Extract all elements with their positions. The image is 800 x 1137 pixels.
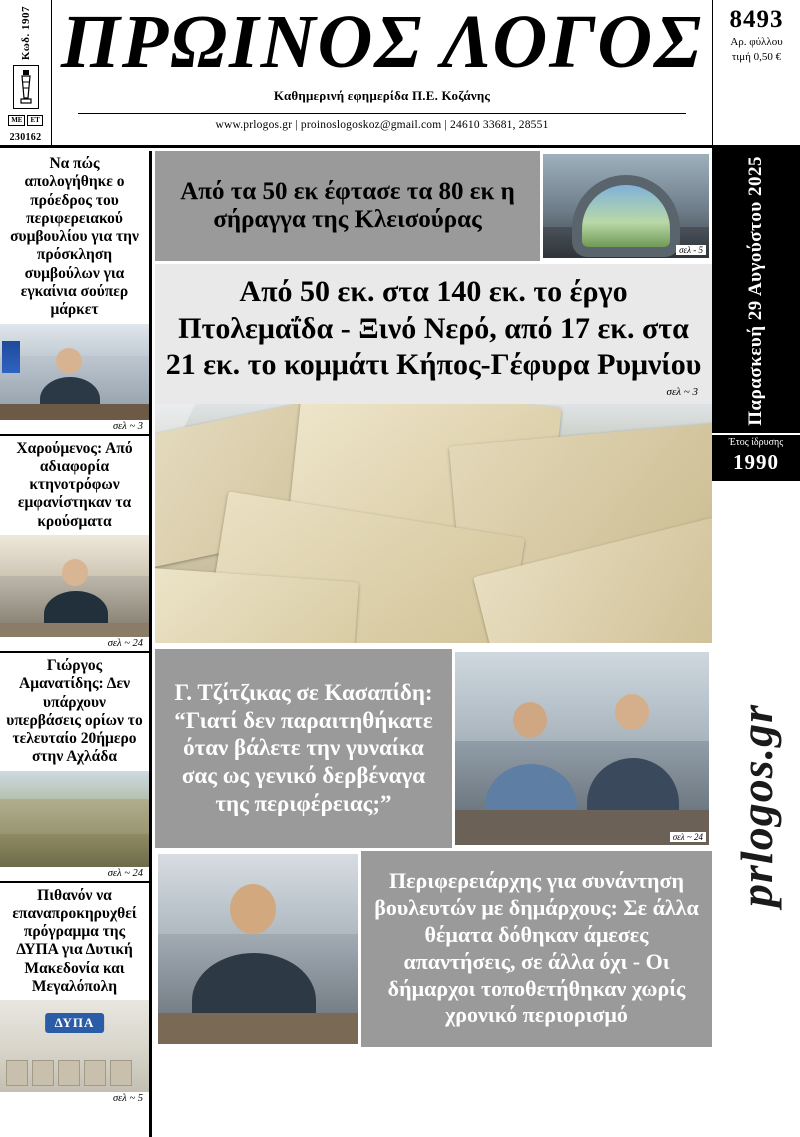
photo-kleisoura-tunnel [540, 151, 712, 261]
left-story-2[interactable] [0, 436, 149, 653]
story-tunnel[interactable] [155, 151, 712, 264]
newspaper-contact-line: www.prlogos.gr | proinoslogoskoz@gmail.com | 24610 33681, 28551 [78, 113, 685, 131]
story-tunnel-headline: Από τα 50 εκ έφτασε τα 80 εκ η σήραγγα της Κλεισούρας [180, 178, 515, 233]
story-governor[interactable] [155, 851, 712, 1047]
story-governor-headline: Περιφερειάρχης για συνάντηση βουλευτών με δημάρχους: Σε άλλα θέματα δόθηκαν άμεσες απαντήσεις, σε άλλα όχι - Οι δήμαρχοι τοποθετήθηκαν χωρίς χρονικό περιορισμό [374, 868, 699, 1028]
me-et-marks [8, 115, 43, 126]
right-rail [712, 148, 800, 1137]
left-story-3-headline: Γιώργος Αμανατίδης: Δεν υπάρχουν υπερβάσεις ορίων το τελευταίο 20ήμερο στην Αχλάδα [6, 656, 143, 766]
masthead [0, 0, 800, 148]
postal-code-label: Κωδ. 1907 [19, 6, 32, 61]
masthead-left-codes [0, 0, 52, 145]
story-main[interactable] [155, 264, 712, 404]
left-story-1-page-ref: σελ ~ 3 [112, 420, 143, 432]
left-story-3-page-ref: σελ ~ 24 [107, 867, 143, 879]
publication-date [712, 148, 800, 433]
story-tunnel-page-ref: σελ - 5 [676, 245, 706, 255]
left-story-4-headline: Πιθανόν να επαναπροκηρυχθεί πρόγραμμα της ΔΥΠΑ για Δυτική Μακεδονία και Μεγαλόπολη [12, 886, 137, 996]
photo-dypa-program [0, 1000, 149, 1092]
photo-council-two-men [452, 649, 712, 848]
story-tzitzikas-page-ref: σελ ~ 24 [670, 832, 706, 842]
issue-number-label: Αρ. φύλλου [730, 36, 783, 48]
me-mark: ΜΕ [8, 115, 25, 126]
website-rail[interactable] [712, 481, 800, 1129]
left-story-2-page-ref: σελ ~ 24 [107, 637, 143, 649]
left-story-4-page-ref: σελ ~ 5 [112, 1093, 143, 1105]
story-tzitzikas-text [155, 649, 452, 848]
masthead-center [52, 0, 712, 145]
newspaper-subtitle: Καθημερινή εφημερίδα Π.Ε. Κοζάνης [273, 88, 491, 103]
masthead-right-issue [712, 0, 800, 145]
photo-regional-council-president [0, 324, 149, 420]
dypa-logo: ΔΥΠΑ [45, 1013, 105, 1033]
lighthouse-icon [13, 65, 39, 109]
left-story-3[interactable] [0, 653, 149, 883]
story-main-headline: Από 50 εκ. στα 140 εκ. το έργο Πτολεμαΐδα - Ξινό Νερό, από 17 εκ. στα 21 εκ. το κομμάτι Κήπος-Γέφυρα Ρυμνίου [165, 275, 702, 382]
story-tunnel-text [155, 151, 540, 261]
issue-price: τιμή 0,50 € [731, 51, 782, 63]
established-year: 1990 [733, 450, 779, 474]
photo-achlada-landscape [0, 771, 149, 867]
establishment-block [712, 433, 800, 481]
photo-charoumenos-speaking [0, 535, 149, 637]
story-tzitzikas-headline: Γ. Τζίτζικας σε Κασαπίδη: “Γιατί δεν παραιτηθήκατε όταν βάλετε την γυναίκα σας ως γενικό δερβέναγα της περιφέρειας;” [174, 680, 433, 816]
left-story-4[interactable] [0, 883, 149, 1107]
issue-number: 8493 [729, 6, 784, 33]
publication-date-text: Παρασκευή 29 Αυγούστου 2025 [745, 155, 766, 426]
left-story-1[interactable] [0, 151, 149, 436]
story-governor-text [361, 851, 712, 1047]
left-column [0, 151, 152, 1137]
et-mark: ΕΤ [27, 115, 42, 126]
left-story-2-headline: Χαρούμενος: Από αδιαφορία κτηνοτρόφων εμφανίστηκαν τα κρούσματα [16, 439, 133, 530]
registration-number: 230162 [9, 131, 42, 143]
photo-euro-banknotes [155, 404, 712, 646]
photo-governor-portrait [155, 851, 361, 1047]
main-content [155, 151, 712, 1137]
left-story-1-headline: Να πώς απολογήθηκε ο πρόεδρος του περιφερειακού συμβουλίου για την πρόσκληση συμβούλων για εγκαίνια σούπερ μάρκετ [10, 155, 139, 319]
story-main-page-ref: σελ ~ 3 [666, 385, 698, 398]
established-label: Έτος ίδρυσης [728, 437, 784, 448]
newspaper-title: ΠΡΩΙΝΟΣ ΛΟΓΟΣ [60, 0, 704, 84]
story-tzitzikas[interactable] [155, 646, 712, 851]
website-text: prlogos.gr [730, 703, 782, 907]
